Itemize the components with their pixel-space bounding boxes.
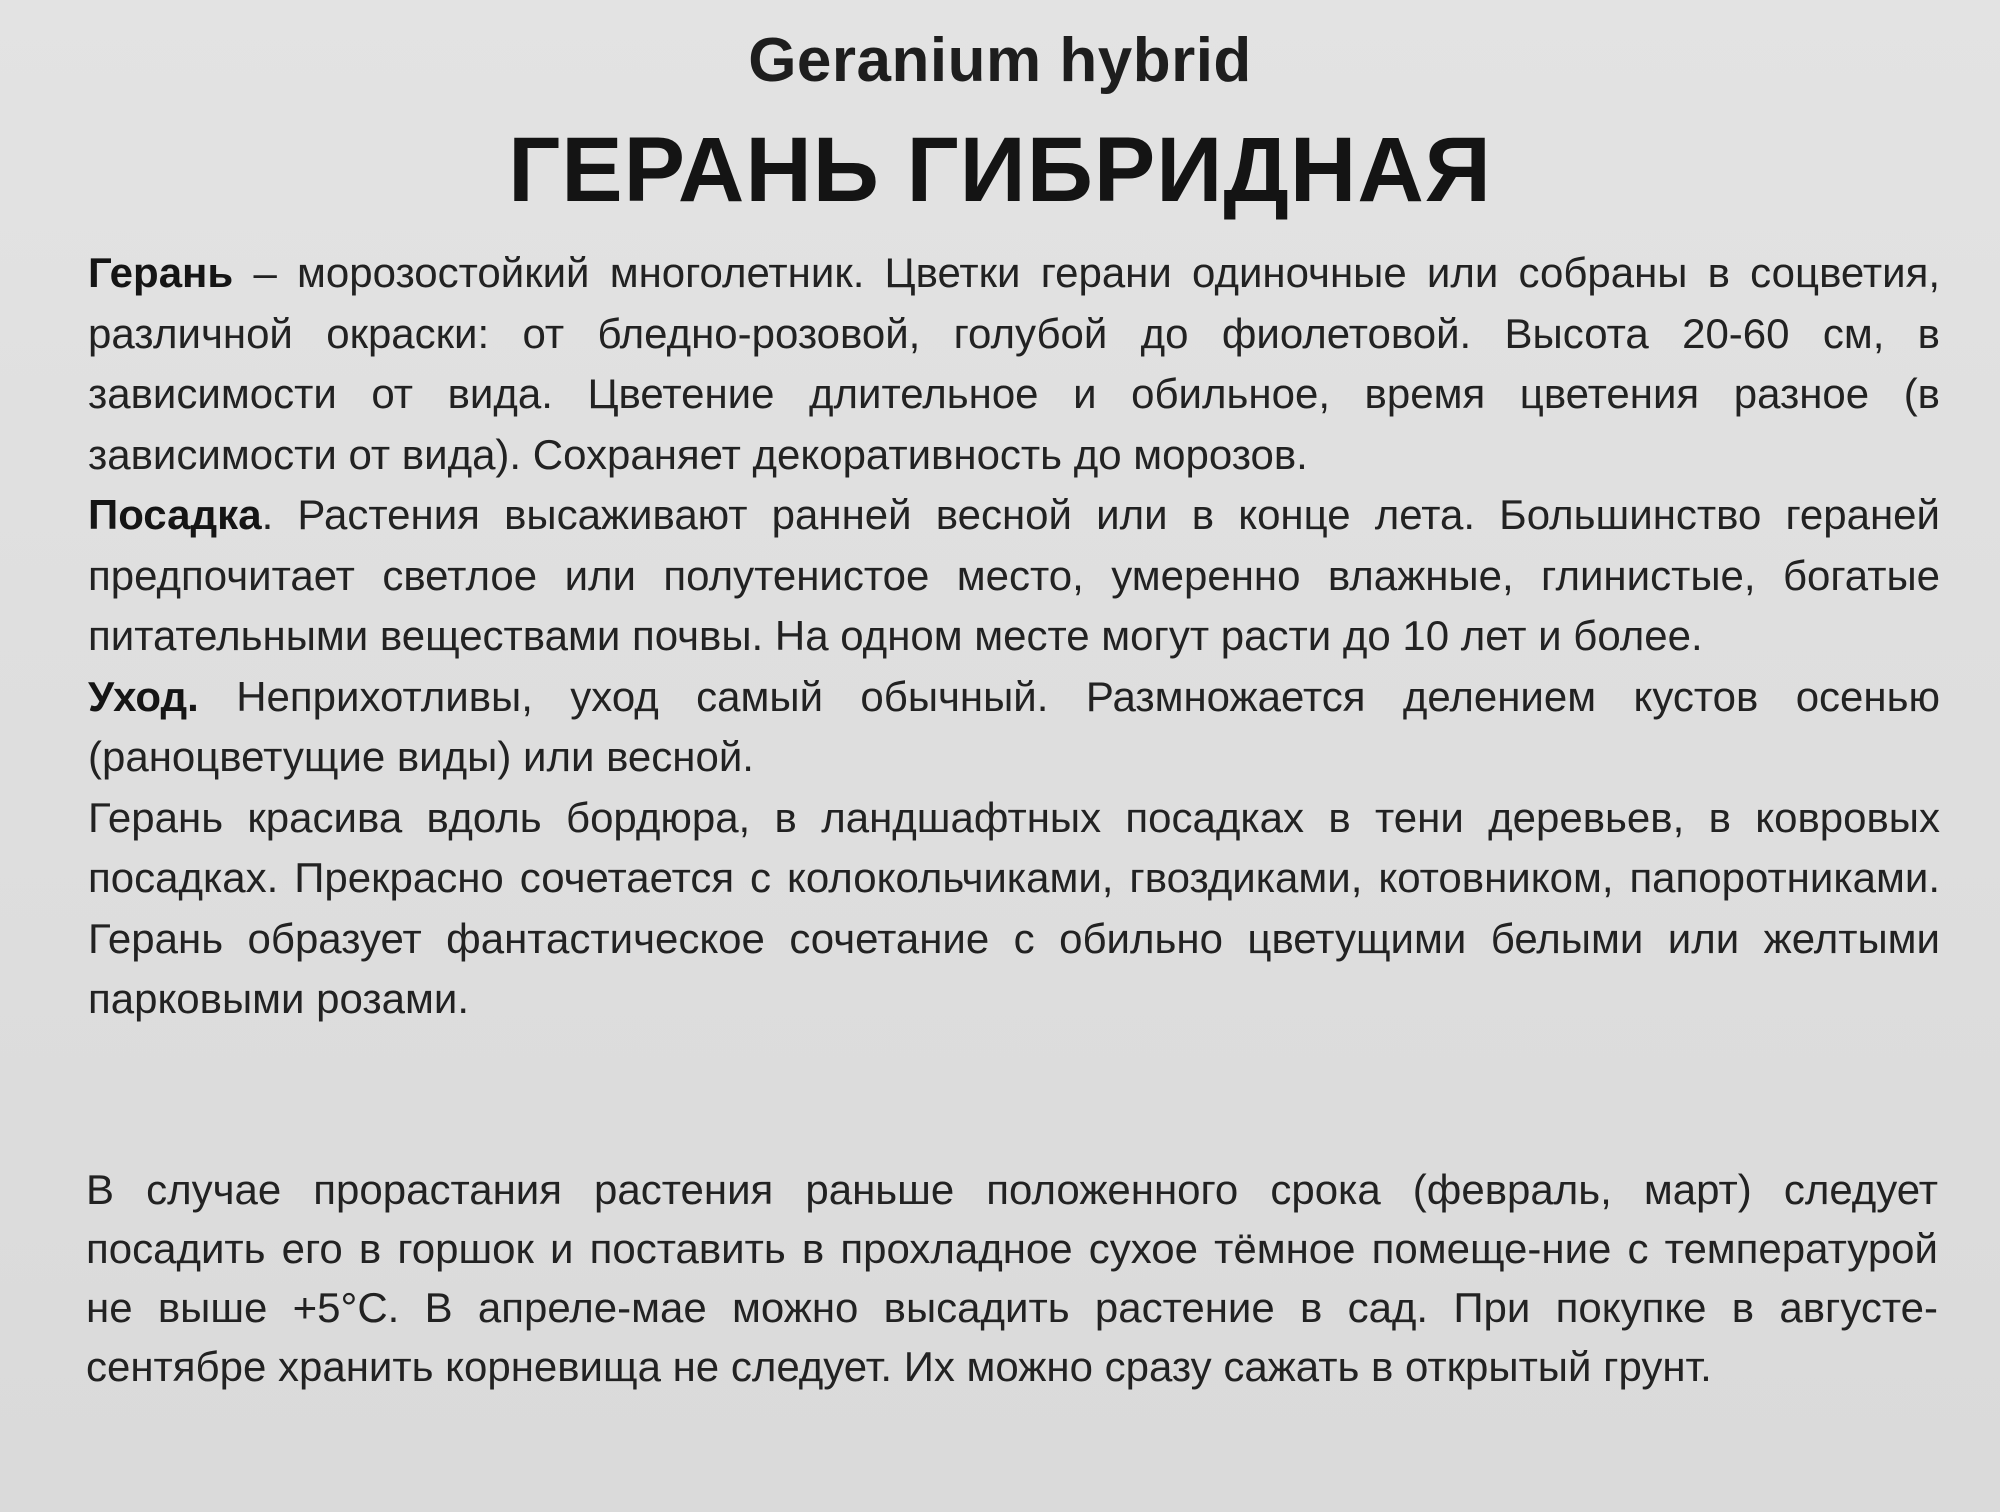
paragraph-text: Герань красива вдоль бордюра, в ландшафтных посадках в тени деревьев, в ковровых посадках. Прекрасно сочетается с колокольчиками, гвоздиками, котовником, папоротниками. Герань образует фантастическое сочетание с обильно цветущими белыми или желтыми парковыми розами. (88, 793, 1940, 1022)
paragraph-planting (88, 485, 1940, 667)
description-body (88, 243, 1940, 1030)
lead-term: Герань (88, 249, 234, 296)
latin-title: Geranium hybrid (748, 26, 1252, 95)
paragraph-care (88, 667, 1940, 788)
paragraph-text: Неприхотливы, уход самый обычный. Размножается делением кустов осенью (раноцветущие виды) или весной. (88, 672, 1940, 780)
paragraph-usage (88, 788, 1940, 1030)
paragraph-text: . Растения высаживают ранней весной или в конце лета. Большинство гераней предпочитает светлое или полутенистое место, умеренно влажные, глинистые, богатые питательными веществами почвы. На одном месте могут расти до 10 лет и более. (88, 491, 1940, 659)
storage-note: В случае прорастания растения раньше положенного срока (февраль, март) следует посадить его в горшок и поставить в прохладное сухое тёмное помеще-ние с температурой не выше +5°С. В апреле-мае можно высадить растение в сад. При покупке в августе-сентябре хранить корневища не следует. Их можно сразу сажать в открытый грунт. (86, 1166, 1938, 1390)
paragraph-text: – морозостойкий многолетник. Цветки герани одиночные или собраны в соцветия, различной окраски: от бледно-розовой, голубой до фиолетовой. Высота 20-60 см, в зависимости от вида. Цветение длительное и обильное, время цветения разное (в зависимости от вида). Сохраняет декоративность до морозов. (88, 249, 1940, 478)
lead-term: Уход. (88, 672, 199, 720)
lead-term: Посадка (88, 491, 262, 538)
russian-title: ГЕРАНЬ ГИБРИДНАЯ (508, 119, 1492, 221)
paragraph-description (88, 243, 1940, 485)
